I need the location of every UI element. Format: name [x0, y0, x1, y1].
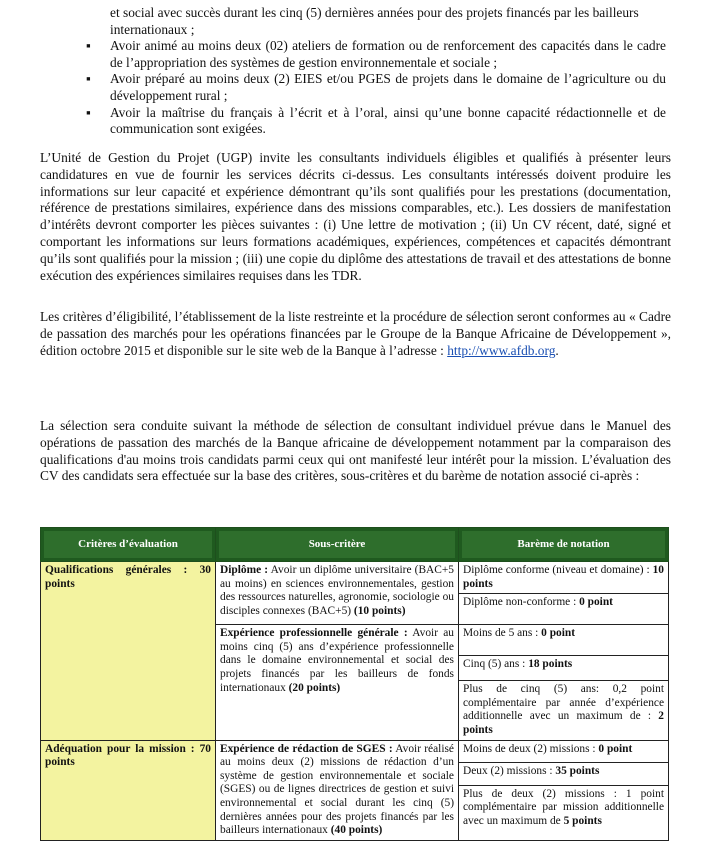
header-subcriteria: Sous-critère [216, 528, 459, 562]
scoring-cell [459, 740, 669, 762]
paragraph-ugp: L’Unité de Gestion du Projet (UGP) invite les consultants individuels éligibles et qualifiés à présenter leurs candidatures en vue de fournir les services décrits ci-dessus. Les consultants intéressés doivent produire les informations sur leur capacité et expérience démontrant qu’ils sont qualifiés pour les prestations (documentation, référence de prestations similaires, expérience dans des missions comparables, etc.). Les dossiers de manifestation d’intérêts devront comporter les pièces suivantes : (i) Une lettre de motivation ; (ii) Un CV récent, daté, signé et comportant les informations sur leurs formations académiques, expériences, compétences et capacités démontrant qu’ils sont qualifiés pour la mission ; (iii) une copie du diplôme des attestations de travail et des attestations de bonne exécution des expériences similaires requises dans les TDR. [40, 150, 671, 283]
subcriteria-text: Avoir réalisé au moins deux (2) missions de rédaction d’un système de gestion environnementale et sociale (SGES) ou de lignes directrices de gestion et suivi environnemental et social durant les cinq (5) dernières années pour des projets financés par les bailleurs internationaux [220, 742, 454, 837]
paragraph-eligibility [40, 309, 671, 359]
scoring-text: Moins de deux (2) missions : [463, 742, 599, 755]
scoring-cell [459, 625, 669, 656]
scoring-text: Deux (2) missions : [463, 764, 556, 777]
scoring-points: 0 point [598, 742, 633, 755]
subcriteria-text: Avoir un diplôme universitaire (BAC+5 au moins) en sciences environnementales, gestion des ressources naturelles, agronomie, sociologie ou disciples connexes (BAC+5) [220, 564, 454, 617]
subcriteria-title: Diplôme : [220, 564, 269, 576]
header-criteria: Critères d’évaluation [41, 528, 216, 562]
subcriteria-diplome [216, 562, 459, 625]
list-item [86, 71, 666, 104]
table-row [41, 562, 669, 594]
paragraph-selection: La sélection sera conduite suivant la méthode de sélection de consultant individuel prévue dans le Manuel des opérations de passation des marchés de la Banque africaine de développement notamment par la comparaison des qualifications d'au moins trois candidats parmi ceux qui ont manifesté leur intérêt pour la mission. L’évaluation des CV des candidats sera effectuée sur la base des critères, sous-critères et du barème de notation associé ci-après : [40, 418, 671, 484]
requirements-list [86, 5, 666, 138]
header-scoring: Barème de notation [459, 528, 669, 562]
evaluation-table [40, 527, 669, 841]
list-item [86, 38, 666, 71]
paragraph-eligibility-end: . [555, 342, 559, 358]
list-item-text: Avoir animé au moins deux (02) ateliers de formation ou de renforcement des capacités dans le cadre de l’appropriation des systèmes de gestion environnementale et sociale ; [110, 38, 666, 70]
scoring-points: 5 points [563, 815, 602, 828]
evaluation-table-wrapper [40, 527, 668, 841]
subcriteria-points: (10 points) [353, 604, 406, 617]
criteria-adequacy: Adéquation pour la mission : 70 points [41, 740, 216, 840]
criteria-general: Qualifications générales : 30 points [41, 562, 216, 741]
scoring-text: Plus de cinq (5) ans: 0,2 point complémentaire par année d’expérience additionnelle avec un maximum de : [463, 683, 664, 723]
subcriteria-title: Expérience de rédaction de SGES : [220, 742, 393, 755]
subcriteria-title: Expérience professionnelle générale : [220, 627, 408, 640]
list-item-continuation: et social avec succès durant les cinq (5) dernières années pour des projets financés par les bailleurs internationaux ; [110, 5, 639, 37]
table-header-row [41, 528, 669, 562]
scoring-text: Cinq (5) ans : [463, 658, 529, 671]
scoring-text: Moins de 5 ans : [463, 627, 542, 640]
scoring-text: Plus de deux (2) missions : 1 point complémentaire par mission additionnelle avec un maximum de [463, 787, 664, 828]
subcriteria-points: (40 points) [330, 824, 383, 837]
table-row [41, 740, 669, 762]
scoring-points: 2 points [463, 710, 664, 736]
scoring-cell [459, 785, 669, 840]
subcriteria-experience [216, 625, 459, 740]
scoring-points: 35 points [555, 764, 600, 777]
scoring-cell [459, 762, 669, 785]
scoring-points: 0 point [579, 596, 613, 609]
bullet-icon: ▪ [86, 38, 91, 54]
scoring-cell [459, 562, 669, 594]
bullet-icon: ▪ [86, 104, 91, 120]
list-item [86, 105, 666, 138]
scoring-text: Diplôme conforme (niveau et domaine) : [463, 564, 653, 576]
scoring-cell [459, 594, 669, 625]
scoring-cell [459, 656, 669, 681]
list-item-text: Avoir préparé au moins deux (2) EIES et/ou PGES de projets dans le domaine de l’agriculture ou du développement rural ; [110, 71, 666, 103]
subcriteria-text: Avoir au moins cinq (5) ans d’expérience professionnelle dans le domaine environnemental et social des projets financés par les bailleurs de fonds internationaux [220, 627, 454, 694]
scoring-points: 18 points [528, 658, 573, 671]
afdb-link[interactable]: http://www.afdb.org [447, 342, 556, 358]
scoring-cell [459, 681, 669, 740]
scoring-points: 0 point [541, 627, 576, 640]
subcriteria-sges [216, 740, 459, 840]
scoring-points: 10 points [463, 564, 664, 590]
subcriteria-points: (20 points) [288, 681, 341, 694]
list-item-text: Avoir la maîtrise du français à l’écrit et à l’oral, ainsi qu’une bonne capacité rédactionnelle et de communication sont exigées. [110, 104, 666, 137]
scoring-text: Diplôme non-conforme : [463, 596, 580, 609]
paragraph-eligibility-text: Les critères d’éligibilité, l’établissement de la liste restreinte et la procédure de sélection seront conformes au « Cadre de passation des marchés pour les opérations financées par le Groupe de la Banque Africaine de Développement », édition octobre 2015 et disponible sur le site web de la Banque à l’adresse : [40, 309, 671, 358]
bullet-icon: ▪ [86, 71, 91, 87]
